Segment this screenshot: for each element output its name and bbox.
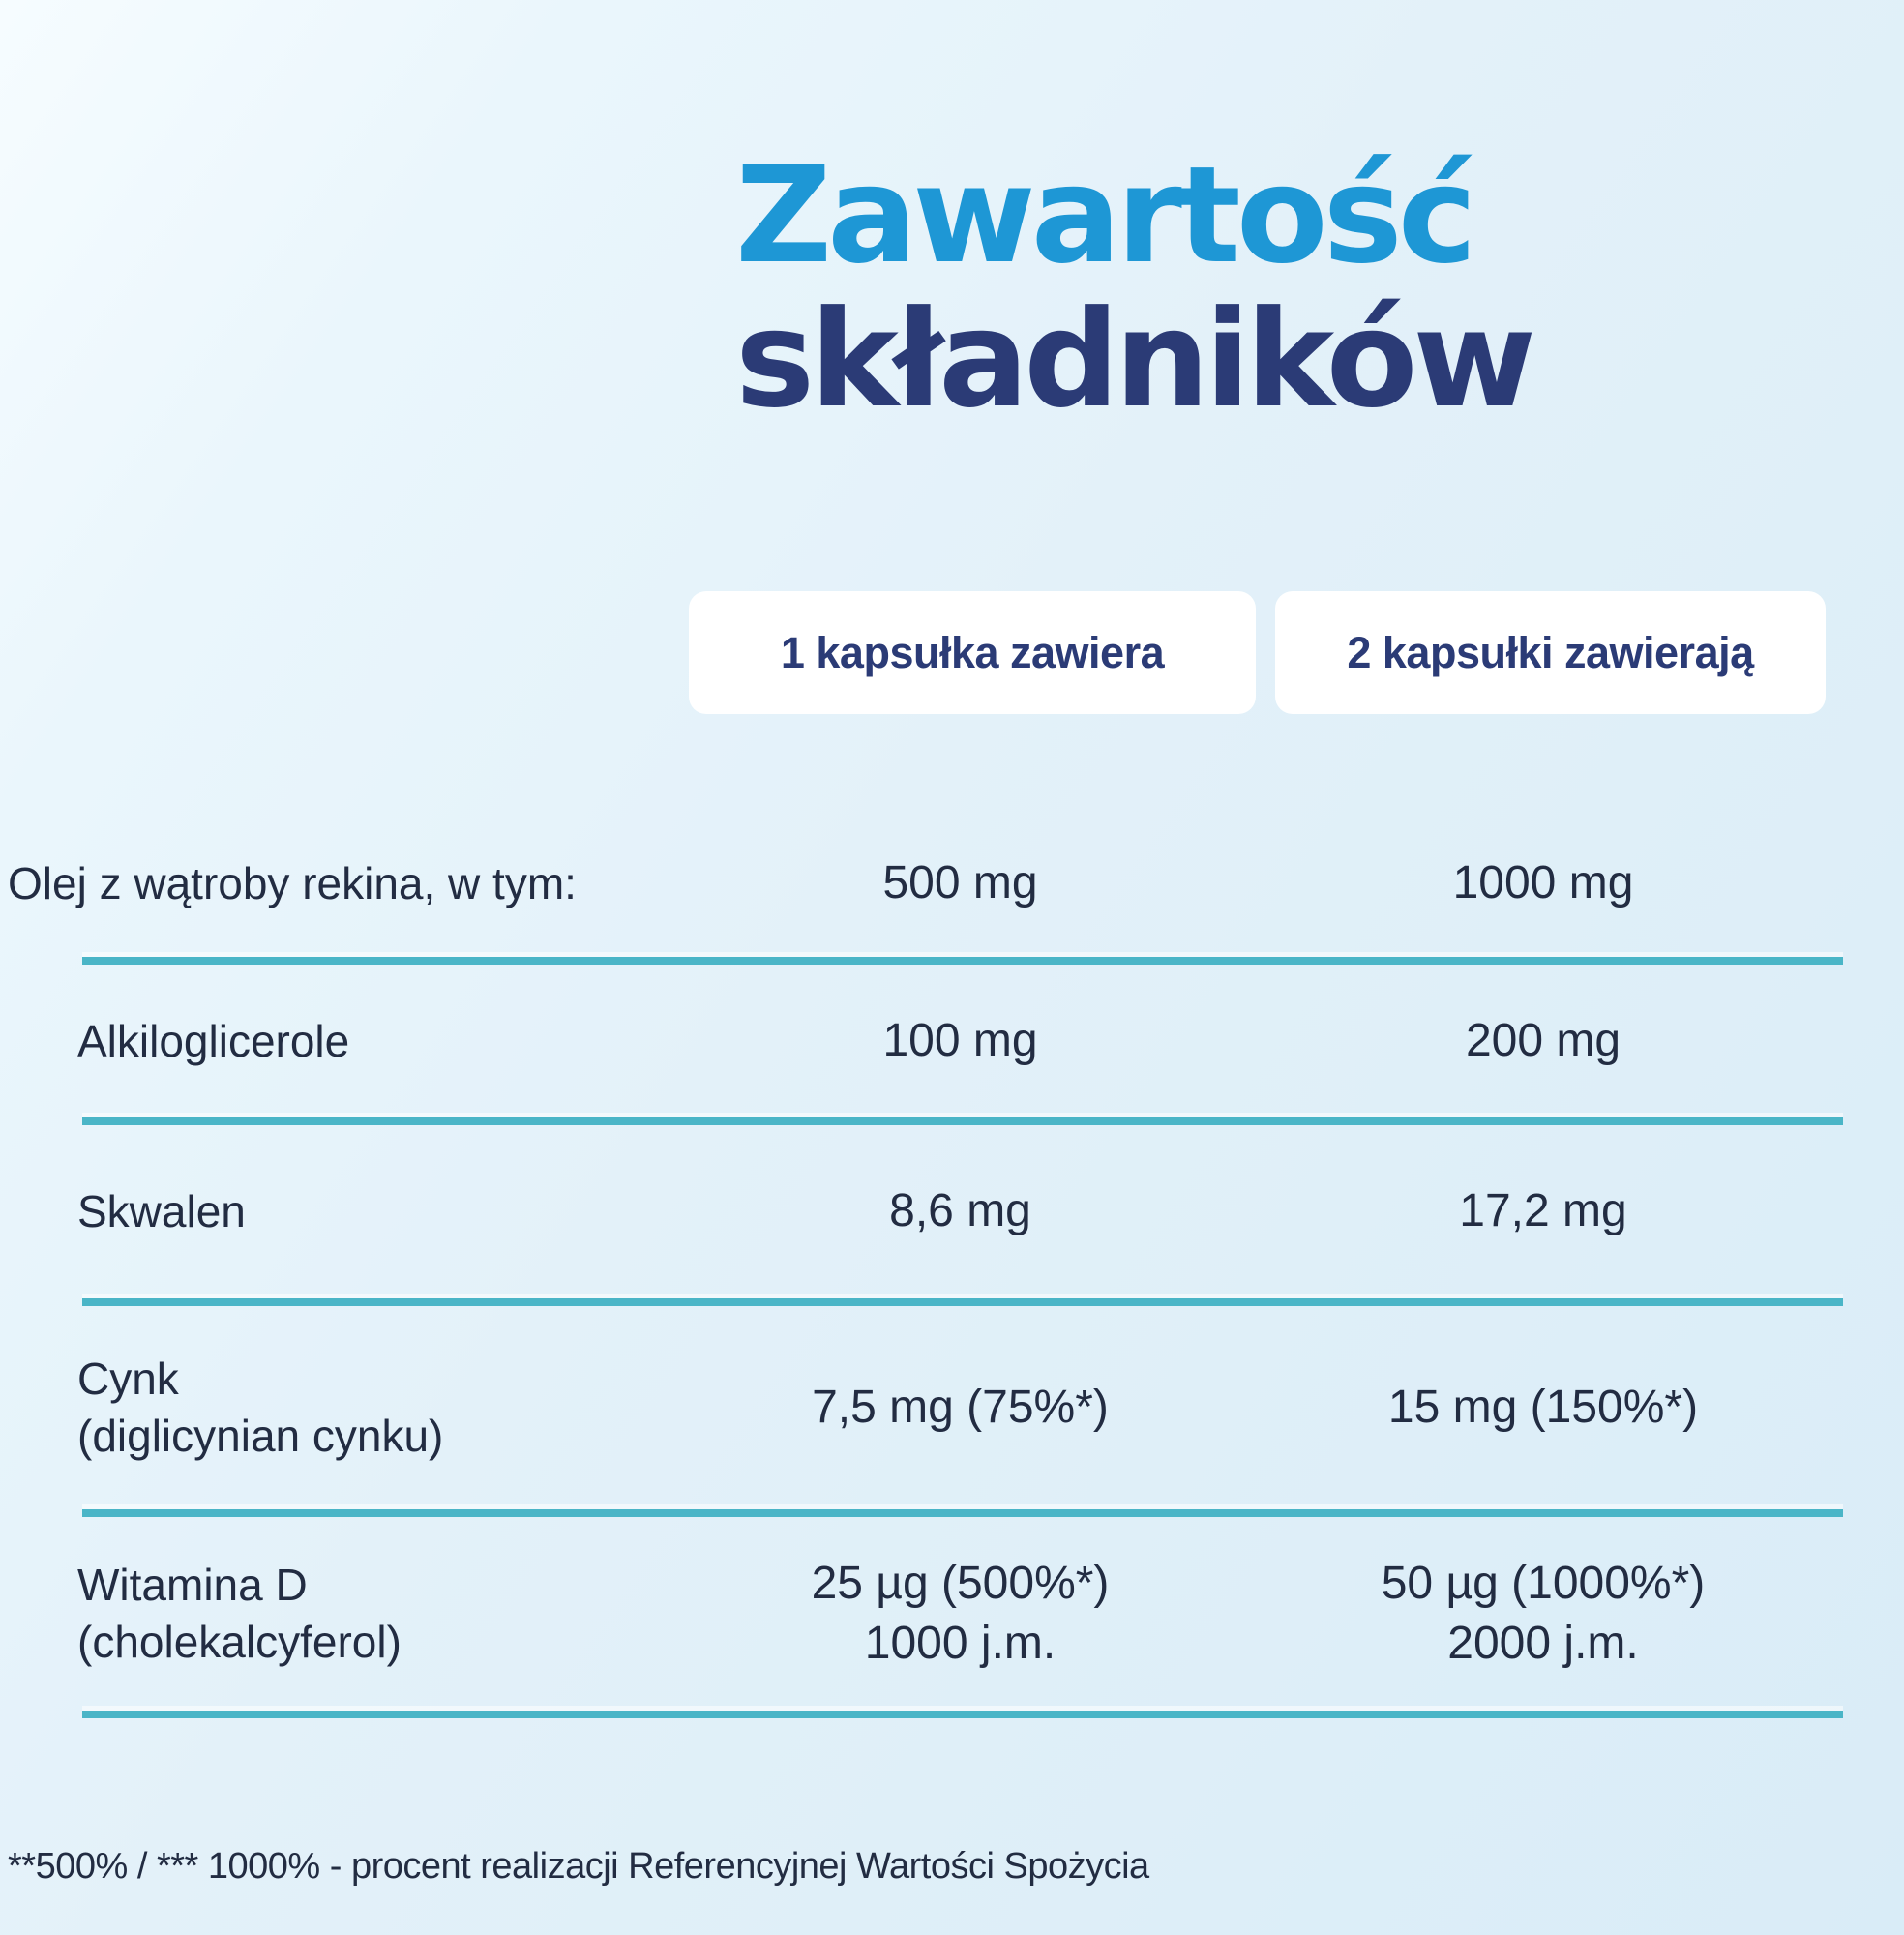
ingredient-name xyxy=(0,1557,668,1671)
value-one-capsule-line2: 1000 j.m. xyxy=(864,1618,1056,1669)
ingredient-name xyxy=(0,1351,668,1465)
row-divider xyxy=(82,957,1843,965)
table-row-alkylglycerols xyxy=(0,965,1904,1117)
row-divider xyxy=(82,1117,1843,1125)
table-row-shark-liver-oil xyxy=(0,811,1904,957)
column-header-two-capsules-label: 2 kapsułki zawierają xyxy=(1347,627,1754,677)
table-row-zinc xyxy=(0,1306,1904,1509)
table-row-squalene xyxy=(0,1125,1904,1298)
value-two-capsules: 17,2 mg xyxy=(1459,1185,1627,1237)
ingredient-name-line2: (diglicynian cynku) xyxy=(77,1411,444,1461)
row-divider xyxy=(82,1298,1843,1306)
value-one-capsule: 500 mg xyxy=(882,857,1038,909)
ingredient-name: Olej z wątroby rekina, w tym: xyxy=(8,858,577,909)
value-one-capsule-line1: 25 µg (500%*) xyxy=(811,1557,1110,1609)
ingredients-table xyxy=(0,811,1904,1718)
value-one-capsule: 7,5 mg (75%*) xyxy=(812,1381,1109,1433)
ingredient-name-line1: Witamina D xyxy=(77,1560,308,1611)
row-divider xyxy=(82,1509,1843,1517)
value-two-capsules: 200 mg xyxy=(1465,1014,1621,1066)
row-divider xyxy=(82,1711,1843,1718)
table-row-vitamin-d xyxy=(0,1517,1904,1711)
column-header-two-capsules xyxy=(1275,591,1826,714)
page-title xyxy=(735,137,1532,438)
ingredient-name: Alkiloglicerole xyxy=(77,1015,350,1066)
value-two-capsules-line1: 50 µg (1000%*) xyxy=(1381,1557,1706,1609)
value-two-capsules xyxy=(1253,1554,1833,1675)
value-one-capsule xyxy=(668,1554,1253,1675)
page-title-line1: Zawartość xyxy=(735,137,1473,293)
value-two-capsules-line2: 2000 j.m. xyxy=(1447,1618,1639,1669)
ingredient-name-line2: (cholekalcyferol) xyxy=(77,1617,402,1667)
page-title-line2: składników xyxy=(735,282,1532,438)
value-two-capsules: 1000 mg xyxy=(1452,857,1634,909)
value-one-capsule: 8,6 mg xyxy=(889,1185,1031,1237)
value-two-capsules: 15 mg (150%*) xyxy=(1387,1381,1699,1433)
value-one-capsule: 100 mg xyxy=(882,1014,1038,1066)
column-header-one-capsule-label: 1 kapsułka zawiera xyxy=(780,627,1165,677)
reference-intake-footnote: **500% / *** 1000% - procent realizacji Referencyjnej Wartości Spożycia xyxy=(8,1846,1149,1887)
ingredient-name: Skwalen xyxy=(77,1186,246,1237)
column-header-one-capsule xyxy=(689,591,1256,714)
ingredient-name-line1: Cynk xyxy=(77,1354,179,1405)
